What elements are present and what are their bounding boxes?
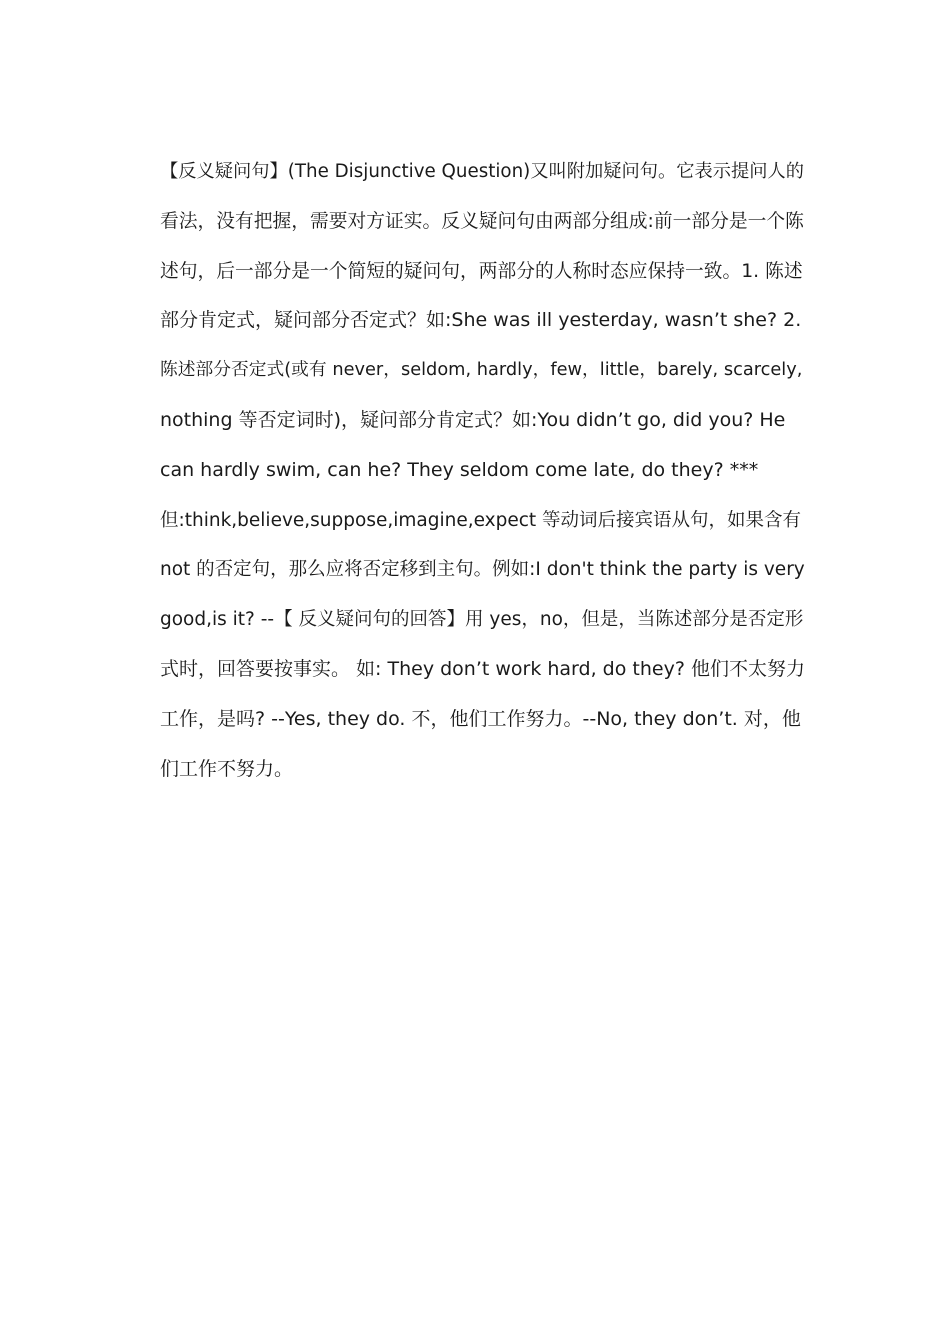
text-line: 陈述部分否定式(或有 never，seldom, hardly，few，little，barely, scarcely, — [160, 360, 803, 381]
text-line: 【反义疑问句】(The Disjunctive Question)又叫附加疑问句。它表示提问人的 — [160, 161, 805, 182]
text-line: good,is it? --【 反义疑问句的回答】用 yes，no，但是，当陈述部分是否定形 — [160, 609, 804, 631]
text-line: 看法，没有把握，需要对方证实。反义疑问句由两部分组成:前一部分是一个陈 — [160, 210, 804, 232]
text-line: 但:think,believe,suppose,imagine,expect 等动词后接宾语从句，如果含有 — [160, 509, 802, 531]
text-line: 部分肯定式，疑问部分否定式？如:She was ill yesterday, wasn’t she? 2. — [160, 309, 802, 332]
text-line: 工作，是吗? --Yes, they do. 不，他们工作努力。--No, they don’t. 对，他 — [160, 707, 801, 730]
text-line: 述句，后一部分是一个简短的疑问句，两部分的人称时态应保持一致。1. 陈述 — [160, 260, 803, 282]
text-line: can hardly swim, can he? They seldom come late, do they? *** — [160, 458, 759, 481]
text-line: 式时，回答要按事实。 如: They don’t work hard, do they? 他们不太努力 — [160, 657, 805, 680]
document-body — [160, 147, 808, 794]
text-line: nothing 等否定词时)，疑问部分肯定式？如:You didn’t go, did you? He — [160, 408, 786, 431]
text-line: not 的否定句，那么应将否定移到主句。例如:I don't think the party is very — [160, 559, 805, 581]
text-line: 们工作不努力。 — [160, 757, 294, 780]
